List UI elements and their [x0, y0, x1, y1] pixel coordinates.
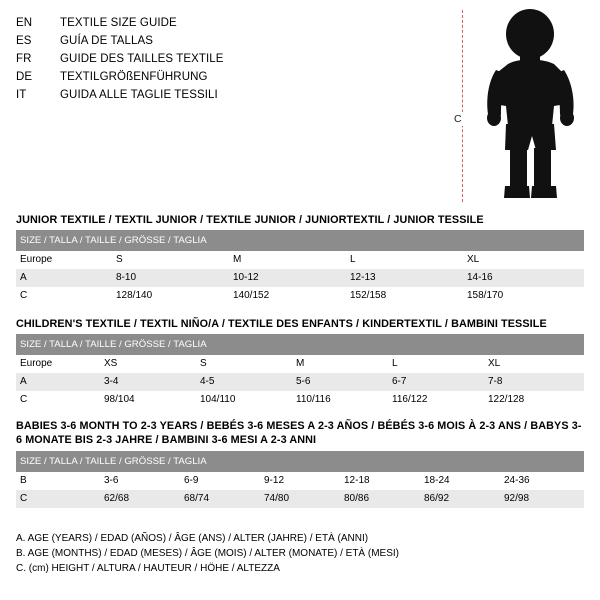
cell-value: S — [116, 251, 233, 269]
cell-value: L — [350, 251, 467, 269]
cell-value: XL — [488, 355, 584, 373]
cell-value: 104/110 — [200, 391, 296, 409]
table-header-row — [16, 230, 584, 251]
cell-value: 10-12 — [233, 269, 350, 287]
cell-value: 5-6 — [296, 373, 392, 391]
cell-value: 12-18 — [344, 472, 424, 490]
cell-value: 98/104 — [104, 391, 200, 409]
cell-value: 6-9 — [184, 472, 264, 490]
cell-value: 128/140 — [116, 287, 233, 305]
table-header-row — [16, 334, 584, 355]
table-row — [16, 391, 584, 409]
legend-line: C. (cm) HEIGHT / ALTURA / HAUTEUR / HÖHE / ALTEZZA — [16, 563, 280, 574]
cell-value: 92/98 — [504, 490, 584, 508]
language-row — [16, 50, 436, 68]
table-row — [16, 373, 584, 391]
row-label: A — [16, 373, 104, 391]
cell-value: L — [392, 355, 488, 373]
cell-value: 140/152 — [233, 287, 350, 305]
row-label: C — [16, 287, 116, 305]
table-row — [16, 251, 584, 269]
measurement-figure — [440, 8, 590, 208]
cell-value: 4-5 — [200, 373, 296, 391]
section-children-textile — [16, 318, 584, 409]
cell-value: 3-6 — [104, 472, 184, 490]
table-header-label: SIZE / TALLA / TAILLE / GRÖSSE / TAGLIA — [16, 334, 584, 355]
cell-value: 24-36 — [504, 472, 584, 490]
language-row — [16, 86, 436, 104]
cell-value: XS — [104, 355, 200, 373]
language-row — [16, 32, 436, 50]
row-label: Europe — [16, 251, 116, 269]
cell-value: 12-13 — [350, 269, 467, 287]
cell-value: 110/116 — [296, 391, 392, 409]
section-title: JUNIOR TEXTILE / TEXTIL JUNIOR / TEXTILE JUNIOR / JUNIORTEXTIL / JUNIOR TESSILE — [16, 214, 484, 226]
cell-value: 158/170 — [467, 287, 584, 305]
table-row — [16, 287, 584, 305]
language-code: ES — [16, 35, 32, 47]
legend-line: A. AGE (YEARS) / EDAD (AÑOS) / ÂGE (ANS) / ALTER (JAHRE) / ETÀ (ANNI) — [16, 533, 369, 544]
table-row — [16, 472, 584, 490]
cell-value: 7-8 — [488, 373, 584, 391]
size-table-babies — [16, 451, 584, 508]
cell-value: 14-16 — [467, 269, 584, 287]
cell-value: 86/92 — [424, 490, 504, 508]
language-header-block — [16, 14, 436, 104]
cell-value: 74/80 — [264, 490, 344, 508]
language-title: GUIDA ALLE TAGLIE TESSILI — [60, 89, 218, 101]
legend-line: B. AGE (MONTHS) / EDAD (MESES) / ÂGE (MOIS) / ALTER (MONATE) / ETÀ (MESI) — [16, 548, 399, 559]
cell-value: S — [200, 355, 296, 373]
section-babies-textile — [16, 419, 584, 508]
size-table-junior — [16, 230, 584, 305]
table-row — [16, 355, 584, 373]
table-header-label: SIZE / TALLA / TAILLE / GRÖSSE / TAGLIA — [16, 451, 584, 472]
language-row — [16, 14, 436, 32]
cell-value: 6-7 — [392, 373, 488, 391]
row-label: C — [16, 391, 104, 409]
table-header-label: SIZE / TALLA / TAILLE / GRÖSSE / TAGLIA — [16, 230, 584, 251]
row-label: B — [16, 472, 104, 490]
cell-value: 8-10 — [116, 269, 233, 287]
size-table-children — [16, 334, 584, 409]
section-junior-textile — [16, 214, 584, 305]
table-row — [16, 490, 584, 508]
table-header-row — [16, 451, 584, 472]
cell-value: 152/158 — [350, 287, 467, 305]
toddler-silhouette-icon — [474, 8, 590, 204]
cell-value: 62/68 — [104, 490, 184, 508]
cell-value: M — [296, 355, 392, 373]
height-measure-label: C — [454, 113, 462, 125]
legend-block — [16, 531, 399, 576]
height-guide-line — [462, 10, 463, 202]
language-title: TEXTILGRÖßENFÜHRUNG — [60, 71, 208, 83]
language-code: FR — [16, 53, 32, 65]
cell-value: 80/86 — [344, 490, 424, 508]
table-row — [16, 269, 584, 287]
language-row — [16, 68, 436, 86]
cell-value: 122/128 — [488, 391, 584, 409]
cell-value: 3-4 — [104, 373, 200, 391]
language-title: TEXTILE SIZE GUIDE — [60, 17, 177, 29]
language-title: GUÍA DE TALLAS — [60, 35, 154, 47]
section-title: BABIES 3-6 MONTH TO 2-3 YEARS / BEBÉS 3-6 MESES A 2-3 AÑOS / BÉBÉS 3-6 MOIS À 2-3 ANS / BABYS 3-6 MONATE BIS 2-3 JAHRE / BAMBINI 3-6 MESI A 2-3 ANNI — [16, 420, 582, 446]
cell-value: M — [233, 251, 350, 269]
cell-value: 18-24 — [424, 472, 504, 490]
cell-value: XL — [467, 251, 584, 269]
row-label: A — [16, 269, 116, 287]
language-code: DE — [16, 71, 33, 83]
language-code: IT — [16, 89, 27, 101]
language-title: GUIDE DES TAILLES TEXTILE — [60, 53, 224, 65]
language-code: EN — [16, 17, 33, 29]
section-title: CHILDREN'S TEXTILE / TEXTIL NIÑO/A / TEXTILE DES ENFANTS / KINDERTEXTIL / BAMBINI TESSILE — [16, 318, 547, 330]
row-label: Europe — [16, 355, 104, 373]
cell-value: 116/122 — [392, 391, 488, 409]
row-label: C — [16, 490, 104, 508]
cell-value: 68/74 — [184, 490, 264, 508]
cell-value: 9-12 — [264, 472, 344, 490]
